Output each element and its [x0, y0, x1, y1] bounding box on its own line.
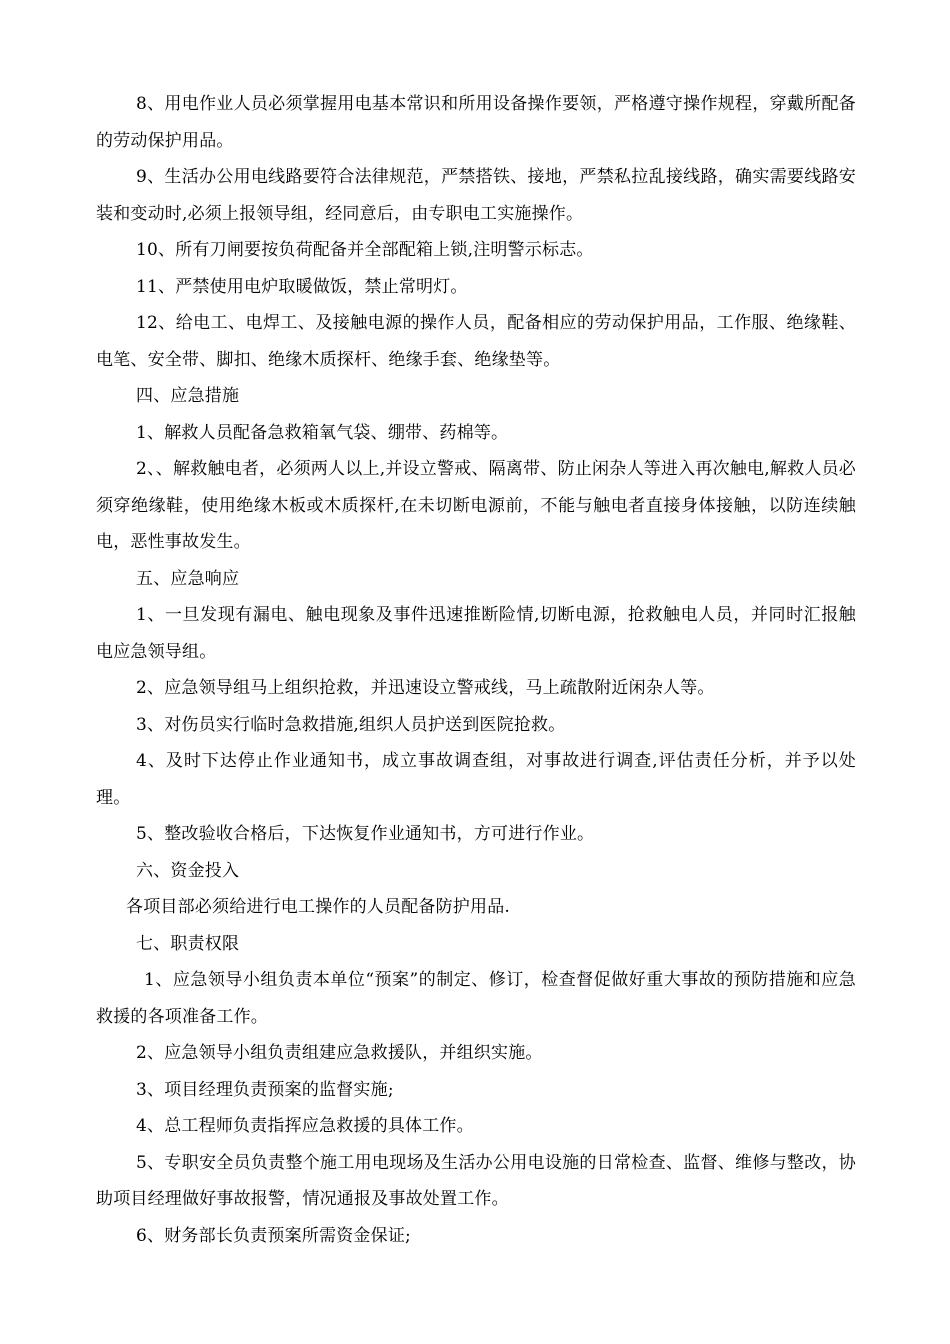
- paragraph-responsibility-5: 5、专职安全员负责整个施工用电现场及生活办公用电设施的日常检查、监督、维修与整改，协助项目经理做好事故报警，情况通报及事故处置工作。: [96, 1152, 856, 1209]
- paragraph-item-9: 9、生活办公用电线路要符合法律规范，严禁搭铁、接地，严禁私拉乱接线路，确实需要线路安装和变动时,必须上报领导组，经同意后，由专职电工实施操作。: [96, 167, 856, 224]
- paragraph-response-2: 2、应急领导组马上组织抢救，并迅速设立警戒线，马上疏散附近闲杂人等。: [136, 678, 715, 698]
- paragraph-response-4: 4、及时下达停止作业通知书，成立事故调查组，对事故进行调查,评估责任分析，并予以处理。: [96, 751, 856, 808]
- paragraph-response-5: 5、整改验收合格后，下达恢复作业通知书，方可进行作业。: [136, 824, 595, 844]
- paragraph-response-1: 1、一旦发现有漏电、触电现象及事件迅速推断险情,切断电源，抢救触电人员，并同时汇报触电应急领导组。: [96, 605, 856, 662]
- paragraph-responsibility-3: 3、项目经理负责预案的监督实施;: [136, 1079, 394, 1100]
- document-page: [96, 86, 856, 1254]
- paragraph-measure-1: 1、解救人员配备急救箱氧气袋、绷带、药棉等。: [136, 422, 509, 443]
- paragraph-responsibility-6: 6、财务部长负责预案所需资金保证;: [136, 1225, 411, 1246]
- paragraph-responsibility-4: 4、总工程师负责指挥应急救援的具体工作。: [136, 1116, 474, 1136]
- paragraph-item-12: 12、给电工、电焊工、及接触电源的操作人员，配备相应的劳动保护用品，工作服、绝缘鞋、电笔、安全带、脚扣、绝缘木质探杆、绝缘手套、绝缘垫等。: [96, 313, 856, 370]
- paragraph-funding: 各项目部必须给进行电工操作的人员配备防护用品.: [126, 897, 511, 917]
- section-heading-responsibilities: 七、职责权限: [136, 933, 240, 954]
- paragraph-responsibility-1: 1、应急领导小组负责本单位“预案”的制定、修订，检查督促做好重大事故的预防措施和应急救援的各项准备工作。: [96, 970, 856, 1027]
- paragraph-item-11: 11、严禁使用电炉取暖做饭，禁止常明灯。: [136, 276, 468, 297]
- paragraph-measure-2: 2、、解救触电者，必须两人以上,并设立警戒、隔离带、防止闲杂人等进入再次触电,解救人员必须穿绝缘鞋，使用绝缘木板或木质探杆,在未切断电源前，不能与触电者直接身体接触，以防连续触电，恶性事故发生。: [96, 459, 856, 552]
- paragraph-item-8: 8、用电作业人员必须掌握用电基本常识和所用设备操作要领，严格遵守操作规程，穿戴所配备的劳动保护用品。: [96, 94, 856, 151]
- paragraph-item-10: 10、所有刀闸要按负荷配备并全部配箱上锁,注明警示标志。: [136, 240, 594, 260]
- paragraph-response-3: 3、对伤员实行临时急救措施,组织人员护送到医院抢救。: [136, 714, 566, 735]
- section-heading-emergency-response: 五、应急响应: [136, 568, 240, 589]
- paragraph-responsibility-2: 2、应急领导小组负责组建应急救援队，并组织实施。: [136, 1043, 543, 1063]
- section-heading-funding: 六、资金投入: [136, 860, 240, 881]
- section-heading-emergency-measures: 四、应急措施: [136, 386, 240, 406]
